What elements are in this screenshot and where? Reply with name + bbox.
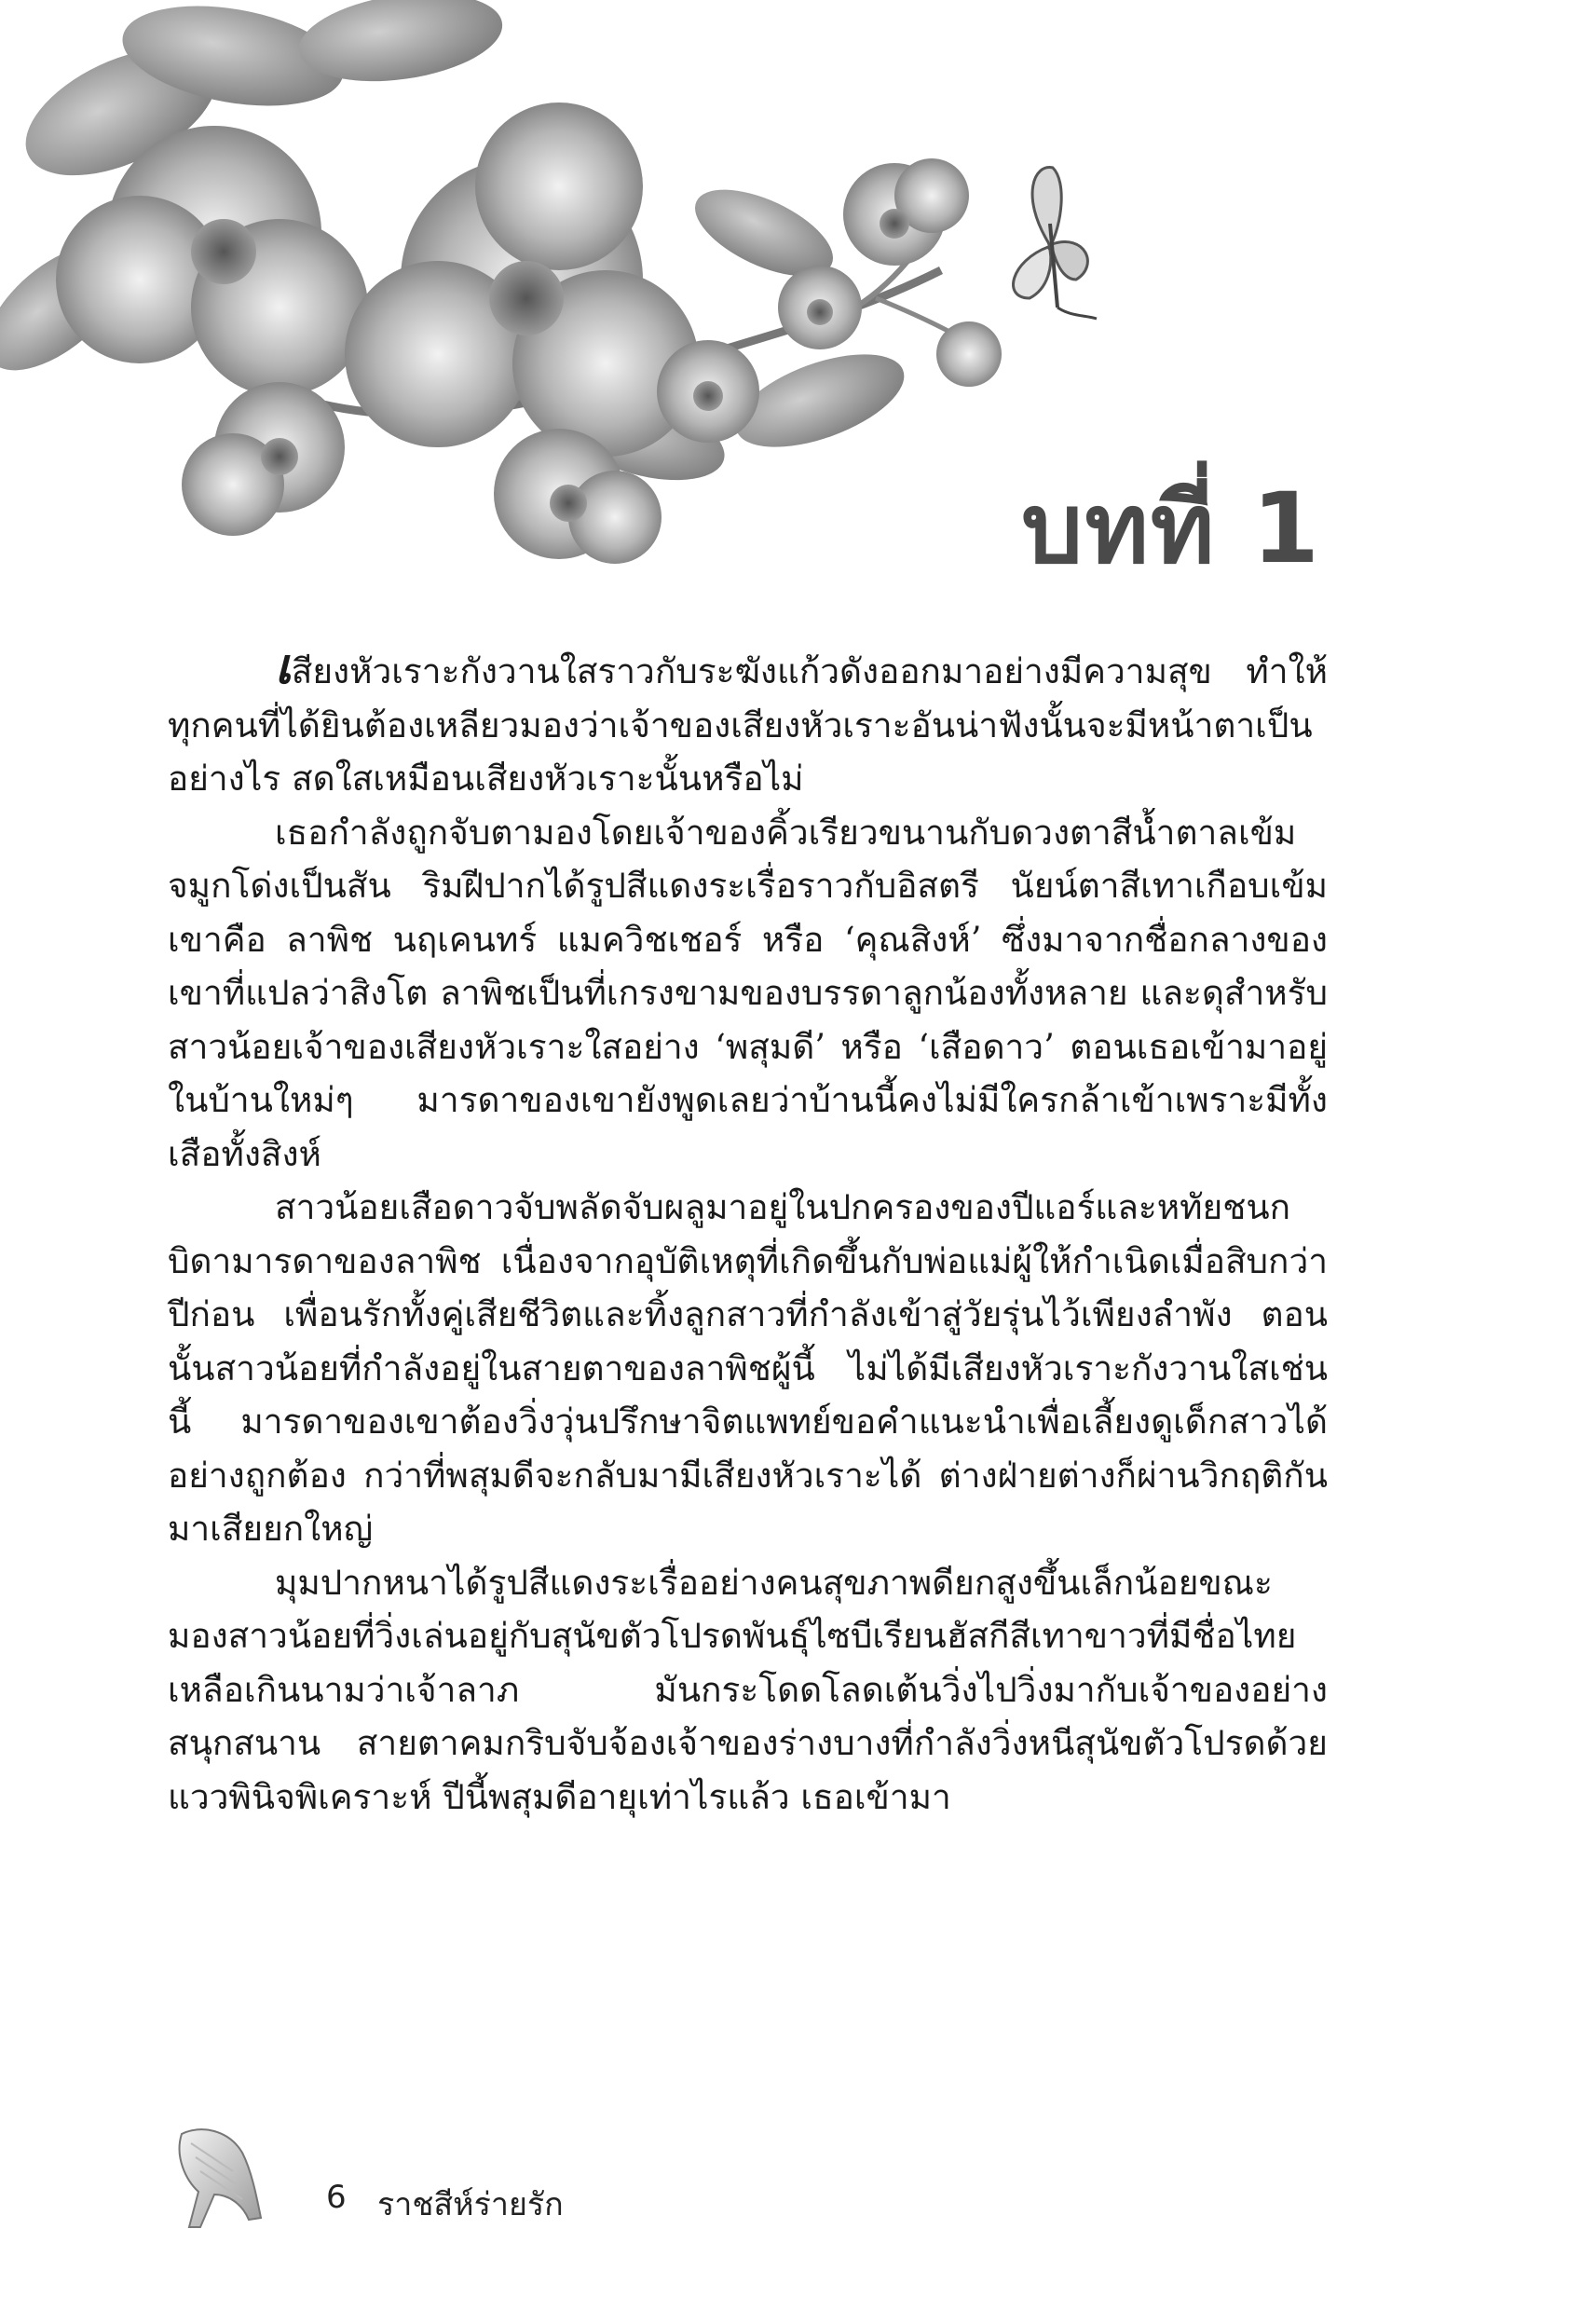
- paragraph: [168, 638, 1328, 806]
- chapter-body: [168, 638, 1328, 1824]
- paragraph: มุมปากหนาได้รูปสีแดงระเรื่ออย่างคนสุขภาพดียกสูงขึ้นเล็กน้อยขณะมองสาวน้อยที่วิ่งเล่นอยู่กับสุนัขตัวโปรดพันธุ์ไซบีเรียนฮัสกีสีเทาขาวที่มีชื่อไทยเหลือเกินนามว่าเจ้าลาภ มันกระโดดโลดเต้นวิ่งไปวิ่งมากับเจ้าของอย่างสนุกสนาน สายตาคมกริบจับจ้องเจ้าของร่างบางที่กำลังวิ่งหนีสุนัขตัวโปรดด้วยแววพินิจพิเคราะห์ ปีนี้พสุมดีอายุเท่าไรแล้ว เธอเข้ามา: [168, 1562, 1328, 1817]
- butterfly-icon: [983, 158, 1113, 326]
- page-number: 6: [326, 2179, 347, 2216]
- high-heel-shoe-icon: [163, 2115, 270, 2236]
- chapter-title: บทที่ 1: [1021, 472, 1321, 585]
- book-title: ราชสีห์ร่ายรัก: [377, 2186, 564, 2223]
- flower-bouquet-icon: [0, 0, 1034, 568]
- page-footer: [163, 2115, 722, 2236]
- paragraph: สาวน้อยเสือดาวจับพลัดจับผลูมาอยู่ในปกครองของปีแอร์และหทัยชนก บิดามารดาของลาพิช เนื่องจากอุบัติเหตุที่เกิดขึ้นกับพ่อแม่ผู้ให้กำเนิดเมื่อสิบกว่าปีก่อน เพื่อนรักทั้งคู่เสียชีวิตและทิ้งลูกสาวที่กำลังเข้าสู่วัยรุ่นไว้เพียงลำพัง ตอนนั้นสาวน้อยที่กำลังอยู่ในสายตาของลาพิชผู้นี้ ไม่ได้มีเสียงหัวเราะกังวานใสเช่นนี้ มารดาของเขาต้องวิ่งวุ่นปรึกษาจิตแพทย์ขอคำแนะนำเพื่อเลี้ยงดูเด็กสาวได้อย่างถูกต้อง กว่าที่พสุมดีจะกลับมามีเสียงหัวเราะได้ ต่างฝ่ายต่างก็ผ่านวิกฤติกันมาเสียยกใหญ่: [168, 1187, 1328, 1549]
- paragraph: เธอกำลังถูกจับตามองโดยเจ้าของคิ้วเรียวขนานกับดวงตาสีน้ำตาลเข้ม จมูกโด่งเป็นสัน ริมฝีปากได้รูปสีแดงระเรื่อราวกับอิสตรี นัยน์ตาสีเทาเกือบเข้ม เขาคือ ลาพิช นฤเคนทร์ แมควิชเชอร์ หรือ ‘คุณสิงห์’ ซึ่งมาจากชื่อกลางของเขาที่แปลว่าสิงโต ลาพิชเป็นที่เกรงขามของบรรดาลูกน้องทั้งหลาย และดุสำหรับสาวน้อยเจ้าของเสียงหัวเราะใสอย่าง ‘พสุมดี’ หรือ ‘เสือดาว’ ตอนเธอเข้ามาอยู่ในบ้านใหม่ๆ มารดาของเขายังพูดเลยว่าบ้านนี้คงไม่มีใครกล้าเข้าเพราะมีทั้งเสือทั้งสิงห์: [168, 812, 1328, 1174]
- drop-cap: เ: [275, 638, 292, 695]
- paragraph-text: สียงหัวเราะกังวานใสราวกับระฆังแก้วดังออกมาอย่างมีความสุข ทำให้ทุกคนที่ได้ยินต้องเหลียวมองว่าเจ้าของเสียงหัวเราะอันน่าฟังนั้นจะมีหน้าตาเป็นอย่างไร สดใสเหมือนเสียงหัวเราะนั้นหรือไม่: [168, 651, 1328, 799]
